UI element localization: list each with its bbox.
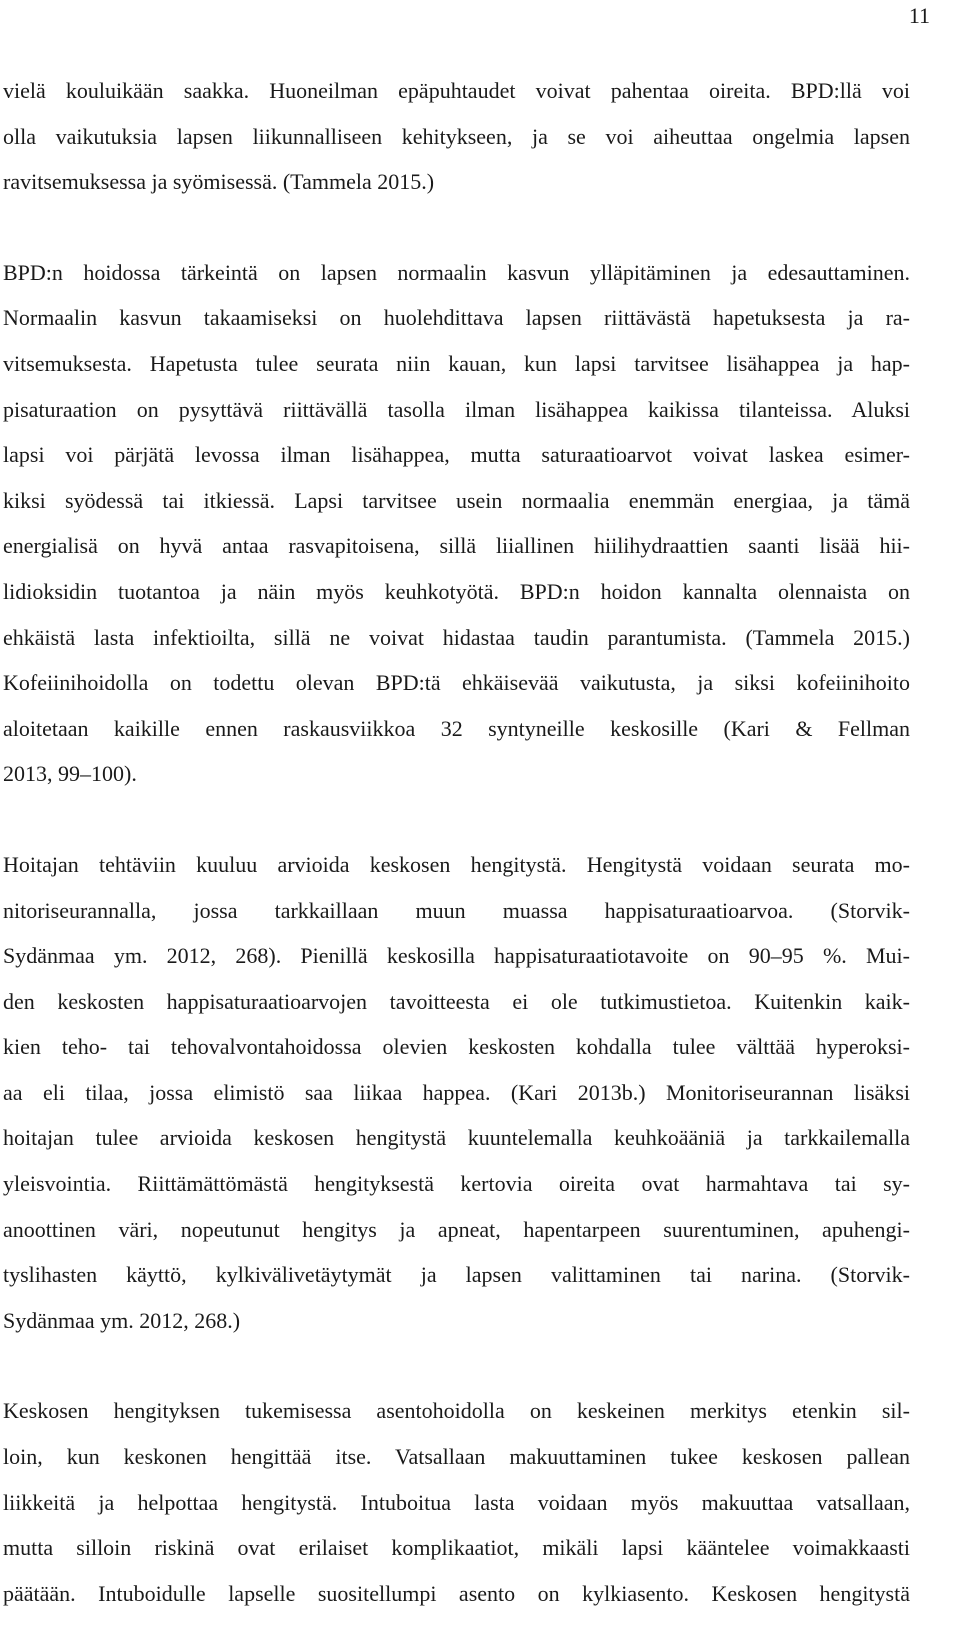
text-line: tyslihasten käyttö, kylkivälivetäytymät ja lapsen valittaminen tai narina. (Storvik- xyxy=(3,1262,910,1288)
text-line: Keskosen hengityksen tukemisessa asentohoidolla on keskeinen merkitys etenkin sil- xyxy=(3,1398,910,1424)
text-line: yleisvointia. Riittämättömästä hengityksestä kertovia oireita ovat harmahtava tai sy- xyxy=(3,1171,910,1197)
text-line: hoitajan tulee arvioida keskosen hengitystä kuuntelemalla keuhkoääniä ja tarkkailemalla xyxy=(3,1125,910,1151)
text-line: Normaalin kasvun takaamiseksi on huolehdittava lapsen riittävästä hapetuksesta ja ra- xyxy=(3,305,910,331)
paragraph-4 xyxy=(3,1388,910,1616)
text-line: ravitsemuksessa ja syömisessä. (Tammela 2015.) xyxy=(3,169,435,195)
text-line: päätään. Intuboidulle lapselle suositellumpi asento on kylkiasento. Keskosen hengitystä xyxy=(3,1580,910,1606)
text-line: loin, kun keskonen hengittää itse. Vatsallaan makuuttaminen tukee keskosen pallean xyxy=(3,1444,910,1470)
text-line: aa eli tilaa, jossa elimistö saa liikaa happea. (Kari 2013b.) Monitoriseurannan lisäksi xyxy=(3,1079,910,1105)
text-line: ehkäistä lasta infektioilta, sillä ne voivat hidastaa taudin parantumista. (Tammela 2015.) xyxy=(3,624,910,650)
text-line: Sydänmaa ym. 2012, 268). Pienillä keskosilla happisaturaatiotavoite on 90–95 %. Mui- xyxy=(3,943,910,969)
text-line: lidioksidin tuotantoa ja näin myös keuhkotyötä. BPD:n hoidon kannalta olennaista on xyxy=(3,578,910,604)
text-line: Sydänmaa ym. 2012, 268.) xyxy=(3,1307,241,1333)
text-line: energialisä on hyvä antaa rasvapitoisena, sillä liiallinen hiilihydraattien saanti lisää hii- xyxy=(3,533,910,559)
paragraph-3 xyxy=(3,842,910,1344)
page-number: 11 xyxy=(908,3,930,28)
text-line: Hoitajan tehtäviin kuuluu arvioida keskosen hengitystä. Hengitystä voidaan seurata mo- xyxy=(3,851,910,877)
text-line: den keskosten happisaturaatioarvojen tavoitteesta ei ole tutkimustietoa. Kuitenkin kaik- xyxy=(3,988,910,1014)
text-line: mutta silloin riskinä ovat erilaiset komplikaatiot, mikäli lapsi kääntelee voimakkaasti xyxy=(3,1535,910,1561)
text-line: vitsemuksesta. Hapetusta tulee seurata niin kauan, kun lapsi tarvitsee lisähappea ja hap- xyxy=(3,350,910,376)
text-line: anoottinen väri, nopeutunut hengitys ja apneat, hapentarpeen suurentuminen, apuhengi- xyxy=(3,1216,910,1242)
text-line: vielä kouluikään saakka. Huoneilman epäpuhtaudet voivat pahentaa oireita. BPD:llä voi xyxy=(3,78,910,103)
text-line: lapsi voi pärjätä levossa ilman lisähappea, mutta saturaatioarvot voivat laskea esimer- xyxy=(3,442,910,468)
paragraph-gap xyxy=(3,797,910,842)
text-line: kiksi syödessä tai itkiessä. Lapsi tarvitsee usein normaalia enemmän energiaa, ja tämä xyxy=(3,487,910,513)
text-line: nitoriseurannalla, jossa tarkkaillaan muun muassa happisaturaatioarvoa. (Storvik- xyxy=(3,897,910,923)
text-line: kien teho- tai tehovalvontahoidossa olevien keskosten kohdalla tulee välttää hyperoksi- xyxy=(3,1034,910,1060)
text-line: pisaturaation on pysyttävä riittävällä tasolla ilman lisähappea kaikissa tilanteissa. Aluksi xyxy=(3,396,910,422)
text-line: 2013, 99–100). xyxy=(3,761,137,787)
paragraph-1 xyxy=(3,68,910,205)
text-line: BPD:n hoidossa tärkeintä on lapsen normaalin kasvun ylläpitäminen ja edesauttaminen. xyxy=(3,259,910,285)
text-line: Kofeiinihoidolla on todettu olevan BPD:tä ehkäisevää vaikutusta, ja siksi kofeiinihoito xyxy=(3,670,910,696)
paragraph-gap xyxy=(3,1343,910,1388)
paragraph-gap xyxy=(3,205,910,250)
document-body xyxy=(3,68,910,1616)
text-line: aloitetaan kaikille ennen raskausviikkoa 32 syntyneille keskosille (Kari & Fellman xyxy=(3,715,910,741)
text-line: liikkeitä ja helpottaa hengitystä. Intuboitua lasta voidaan myös makuuttaa vatsallaan, xyxy=(3,1489,910,1515)
paragraph-2 xyxy=(3,250,910,797)
text-line: olla vaikutuksia lapsen liikunnalliseen kehitykseen, ja se voi aiheuttaa ongelmia lapsen xyxy=(3,123,910,149)
